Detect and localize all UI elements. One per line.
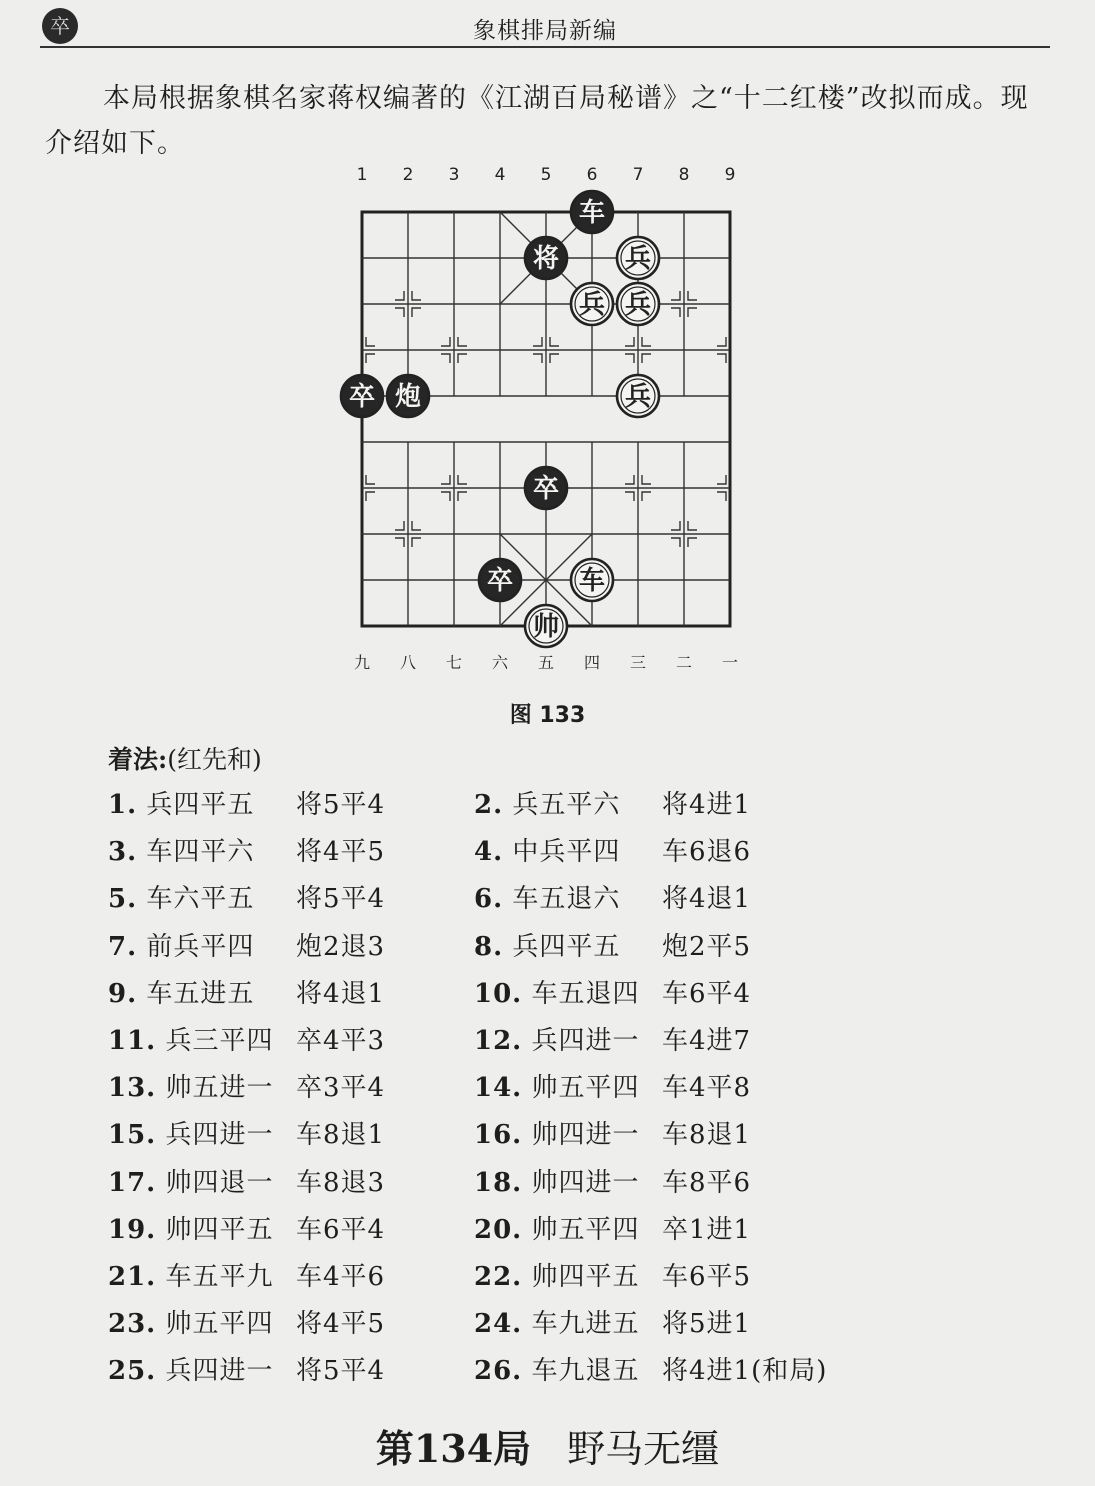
piece-label: 兵	[578, 290, 606, 320]
move-red	[108, 784, 254, 821]
black-move-text: 车4平6	[296, 1262, 386, 1292]
position-marker	[395, 521, 404, 530]
position-marker	[412, 538, 421, 547]
red-move-text: 车五退六	[503, 884, 621, 915]
top-file-label: 9	[724, 165, 736, 185]
top-file-label: 7	[632, 165, 644, 185]
move-number: 1.	[108, 790, 138, 820]
position-marker	[458, 337, 467, 346]
move-number: 25.	[108, 1356, 157, 1387]
move-number: 12.	[474, 1026, 523, 1056]
bottom-file-label: 五	[537, 653, 555, 672]
top-file-label: 4	[494, 165, 506, 185]
red-move-text: 帅五平四	[522, 1214, 640, 1245]
position-marker	[395, 291, 404, 300]
move-number: 5.	[108, 884, 138, 915]
black-move-text: 车4进7	[662, 1026, 752, 1056]
move-red	[474, 1209, 640, 1246]
black-move-text: 将4进1(和局)	[662, 1356, 828, 1387]
black-move-text: 车8退1	[296, 1120, 386, 1151]
red-move-text: 车五平九	[156, 1262, 274, 1292]
board-svg	[330, 160, 770, 680]
bottom-file-label: 一	[721, 653, 739, 672]
move-number: 19.	[108, 1214, 157, 1245]
black-move-text: 将5平4	[296, 1356, 386, 1387]
position-marker	[441, 354, 450, 363]
red-move-text: 帅四平五	[522, 1262, 640, 1292]
move-red	[108, 1020, 274, 1057]
position-marker	[625, 337, 634, 346]
move-red	[108, 1114, 274, 1151]
top-file-label: 8	[678, 165, 690, 185]
move-number: 22.	[474, 1262, 523, 1292]
red-move-text: 帅五平四	[156, 1309, 274, 1340]
move-red	[474, 1303, 640, 1340]
move-number: 4.	[474, 837, 504, 868]
move-red	[474, 878, 620, 915]
top-file-label: 5	[540, 165, 552, 185]
figure-caption: 图 133	[509, 703, 586, 728]
move-number: 9.	[108, 978, 138, 1009]
move-number: 20.	[474, 1214, 523, 1245]
black-move-text: 将4平5	[296, 837, 386, 868]
position-marker	[688, 308, 697, 317]
move-number: 3.	[108, 837, 138, 868]
red-move-text: 兵四平五	[503, 931, 621, 962]
move-number: 10.	[474, 978, 523, 1009]
move-red	[474, 1256, 640, 1293]
move-red	[108, 1350, 274, 1387]
position-marker	[533, 337, 542, 346]
black-move-text: 车8退1	[662, 1120, 752, 1151]
next-game-title	[0, 1418, 1095, 1473]
position-marker	[395, 538, 404, 547]
black-move-text: 炮2平5	[662, 931, 752, 962]
position-marker	[412, 308, 421, 317]
move-number: 13.	[108, 1073, 157, 1104]
piece-label: 车	[578, 566, 606, 596]
move-number: 24.	[474, 1309, 523, 1340]
black-move-text: 车6平5	[662, 1262, 752, 1292]
piece-label: 兵	[624, 290, 652, 320]
top-file-label: 6	[586, 165, 598, 185]
position-marker	[642, 492, 651, 501]
move-number: 15.	[108, 1120, 157, 1151]
move-red	[474, 831, 620, 868]
move-red	[474, 926, 620, 963]
move-red	[474, 784, 620, 821]
position-marker	[671, 538, 680, 547]
move-red	[108, 1256, 274, 1293]
red-move-text: 兵五平六	[503, 790, 621, 820]
red-move-text: 车五退四	[522, 978, 640, 1009]
red-move-text: 车五进五	[137, 978, 255, 1009]
position-marker	[717, 492, 726, 501]
move-number: 26.	[474, 1356, 523, 1387]
position-marker	[671, 308, 680, 317]
black-move-text: 将4退1	[662, 884, 752, 915]
next-game-number: 第134局	[375, 1426, 532, 1471]
black-move-text: 将5平4	[296, 790, 386, 820]
top-file-label: 2	[402, 165, 414, 185]
moves-heading	[108, 740, 262, 776]
red-move-text: 帅四平五	[156, 1214, 274, 1245]
red-move-text: 前兵平四	[137, 931, 255, 962]
bottom-file-label: 七	[445, 653, 463, 672]
bottom-file-label: 六	[491, 653, 509, 672]
piece-label: 兵	[624, 382, 652, 412]
black-move-text: 车8退3	[296, 1167, 386, 1198]
position-marker	[366, 492, 375, 501]
black-move-text: 将4平5	[296, 1309, 386, 1340]
xiangqi-diagram	[330, 160, 770, 680]
move-red	[108, 926, 254, 963]
position-marker	[688, 538, 697, 547]
black-move-text: 卒4平3	[296, 1026, 386, 1056]
move-number: 16.	[474, 1120, 523, 1151]
position-marker	[366, 475, 375, 484]
book-title: 象棋排局新编	[473, 18, 617, 44]
position-marker	[441, 475, 450, 484]
black-move-text: 车6平4	[296, 1214, 386, 1245]
black-move-text: 车4平8	[662, 1073, 752, 1104]
move-red	[108, 831, 254, 868]
position-marker	[412, 291, 421, 300]
bottom-file-label: 九	[353, 653, 371, 672]
black-move-text: 将4进1	[662, 790, 752, 820]
position-marker	[366, 354, 375, 363]
bottom-file-label: 三	[629, 653, 647, 672]
black-move-text: 炮2退3	[296, 931, 386, 962]
position-marker	[671, 291, 680, 300]
move-number: 2.	[474, 790, 504, 820]
red-move-text: 兵四进一	[522, 1026, 640, 1056]
red-move-text: 帅四进一	[522, 1120, 640, 1151]
moves-note: (红先和)	[167, 745, 262, 774]
piece-label: 帅	[532, 612, 560, 642]
black-move-text: 卒3平4	[296, 1073, 386, 1104]
next-game-name: 野马无缰	[567, 1427, 720, 1471]
bottom-file-label: 二	[675, 653, 693, 672]
position-marker	[458, 354, 467, 363]
red-move-text: 兵三平四	[156, 1026, 274, 1056]
position-marker	[441, 492, 450, 501]
red-move-text: 帅四退一	[156, 1167, 274, 1198]
red-move-text: 车九退五	[522, 1356, 640, 1387]
position-marker	[550, 354, 559, 363]
position-marker	[458, 475, 467, 484]
red-move-text: 车四平六	[137, 837, 255, 868]
move-number: 23.	[108, 1309, 157, 1340]
move-red	[108, 1067, 274, 1104]
piece-label: 炮	[394, 382, 422, 412]
position-marker	[642, 337, 651, 346]
position-marker	[688, 521, 697, 530]
position-marker	[625, 475, 634, 484]
position-marker	[441, 337, 450, 346]
red-move-text: 车六平五	[137, 884, 255, 915]
position-marker	[671, 521, 680, 530]
red-move-text: 兵四进一	[156, 1356, 274, 1387]
move-number: 14.	[474, 1073, 523, 1104]
position-marker	[717, 354, 726, 363]
move-number: 18.	[474, 1167, 523, 1198]
position-marker	[366, 337, 375, 346]
intro-paragraph: 本局根据象棋名家蒋权编著的《江湖百局秘谱》之“十二红楼”改拟而成。现介绍如下。	[45, 83, 1029, 159]
bottom-file-label: 八	[399, 653, 417, 672]
position-marker	[688, 291, 697, 300]
piece-label: 卒	[532, 474, 560, 504]
black-move-text: 车6退6	[662, 837, 752, 868]
position-marker	[625, 354, 634, 363]
position-marker	[717, 475, 726, 484]
position-marker	[533, 354, 542, 363]
red-move-text: 帅四进一	[522, 1167, 640, 1198]
position-marker	[642, 354, 651, 363]
red-move-text: 中兵平四	[503, 837, 621, 868]
position-marker	[717, 337, 726, 346]
move-red	[474, 1020, 640, 1057]
red-move-text: 帅五进一	[156, 1073, 274, 1104]
position-marker	[642, 475, 651, 484]
top-file-label: 1	[356, 165, 368, 185]
black-move-text: 车6平4	[662, 978, 752, 1009]
red-move-text: 兵四平五	[137, 790, 255, 820]
move-number: 21.	[108, 1262, 157, 1292]
move-number: 7.	[108, 931, 138, 962]
black-move-text: 卒1进1	[662, 1214, 752, 1245]
piece-label: 兵	[624, 244, 652, 274]
move-red	[108, 1209, 274, 1246]
soldier-piece-icon: 卒	[42, 8, 78, 44]
red-move-text: 车九进五	[522, 1309, 640, 1340]
move-red	[474, 973, 640, 1010]
move-number: 6.	[474, 884, 504, 915]
move-red	[108, 878, 254, 915]
move-number: 8.	[474, 931, 504, 962]
move-red	[108, 1162, 274, 1199]
red-move-text: 帅五平四	[522, 1073, 640, 1104]
move-red	[108, 973, 254, 1010]
black-move-text: 将4退1	[296, 978, 386, 1009]
piece-label: 将	[532, 244, 560, 274]
move-number: 11.	[108, 1026, 157, 1056]
position-marker	[458, 492, 467, 501]
position-marker	[412, 521, 421, 530]
piece-label: 卒	[486, 566, 514, 596]
moves-label: 着法:	[108, 745, 168, 774]
move-red	[474, 1350, 640, 1387]
position-marker	[550, 337, 559, 346]
page-header	[40, 6, 1050, 48]
position-marker	[395, 308, 404, 317]
move-number: 17.	[108, 1167, 157, 1198]
black-move-text: 将5进1	[662, 1309, 752, 1340]
top-file-label: 3	[448, 165, 460, 185]
piece-label: 卒	[348, 382, 376, 412]
bottom-file-label: 四	[583, 653, 601, 672]
move-red	[474, 1162, 640, 1199]
black-move-text: 将5平4	[296, 884, 386, 915]
piece-label: 车	[578, 198, 606, 228]
position-marker	[625, 492, 634, 501]
black-move-text: 车8平6	[662, 1167, 752, 1198]
move-red	[474, 1114, 640, 1151]
red-move-text: 兵四进一	[156, 1120, 274, 1151]
move-red	[108, 1303, 274, 1340]
move-red	[474, 1067, 640, 1104]
